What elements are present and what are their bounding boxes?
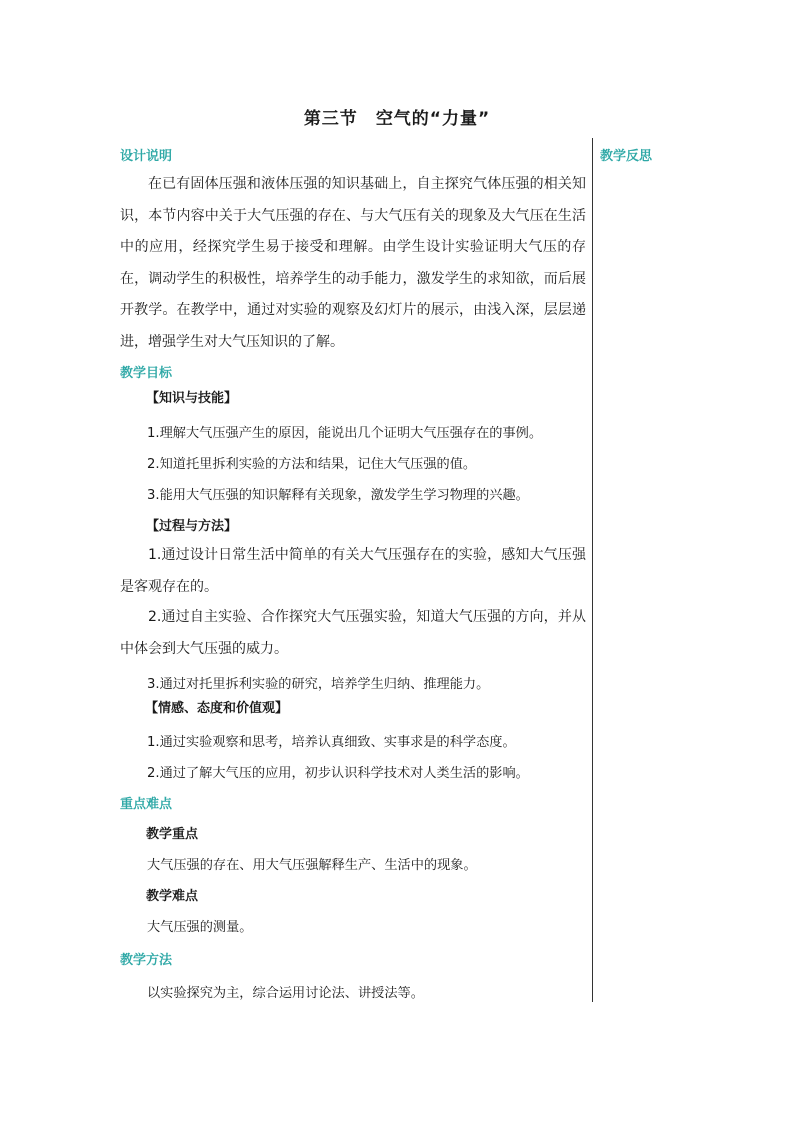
method-text: 以实验探究为主，综合运用讨论法、讲授法等。 — [147, 986, 424, 1001]
goals-heading: 教学目标 — [120, 366, 173, 381]
key-points-heading: 重点难点 — [120, 797, 173, 812]
knowledge-heading: 【知识与技能】 — [146, 391, 238, 406]
knowledge-item-1: 1.理解大气压强产生的原因，能说出几个证明大气压强存在的事例。 — [147, 426, 543, 441]
process-item-2: 2.通过自主实验、合作探究大气压强实验，知道大气压强的方向，并从中体会到大气压强的威力。 — [120, 609, 586, 657]
knowledge-item-2: 2.知道托里拆利实验的方法和结果，记住大气压强的值。 — [147, 457, 477, 472]
focus-text: 大气压强的存在、用大气压强解释生产、生活中的现象。 — [147, 858, 477, 873]
title-section: 第三节 — [303, 109, 358, 129]
design-heading: 设计说明 — [120, 149, 173, 164]
reflection-heading: 教学反思 — [600, 149, 653, 164]
difficulty-text: 大气压强的测量。 — [147, 920, 253, 935]
attitude-item-1: 1.通过实验观察和思考，培养认真细致、实事求是的科学态度。 — [147, 735, 516, 750]
attitude-heading: 【情感、态度和价值观】 — [145, 701, 289, 716]
knowledge-item-3: 3.能用大气压强的知识解释有关现象，激发学生学习物理的兴趣。 — [147, 488, 529, 503]
process-item-1: 1.通过设计日常生活中简单的有关大气压强存在的实验，感知大气压强是客观存在的。 — [120, 547, 586, 595]
page-title — [0, 104, 794, 129]
design-paragraph: 在已有固体压强和液体压强的知识基础上，自主探究气体压强的相关知识，本节内容中关于大气压强的存在、与大气压有关的现象及大气压在生活中的应用，经探究学生易于接受和理解。由学生设计实验证明大气压的存在，调动学生的积极性，培养学生的动手能力，激发学生的求知欲，而后展开教学。在教学中，通过对实验的观察及幻灯片的展示，由浅入深，层层递进，增强学生对大气压知识的了解。 — [120, 176, 586, 350]
method-heading: 教学方法 — [120, 953, 173, 968]
process-item-3: 3.通过对托里拆利实验的研究，培养学生归纳、推理能力。 — [147, 677, 490, 692]
focus-label: 教学重点 — [146, 827, 199, 842]
attitude-item-2: 2.通过了解大气压的应用，初步认识科学技术对人类生活的影响。 — [147, 766, 529, 781]
process-heading: 【过程与方法】 — [146, 519, 238, 534]
title-topic: 空气的“力量” — [375, 109, 491, 129]
difficulty-label: 教学难点 — [146, 889, 199, 904]
